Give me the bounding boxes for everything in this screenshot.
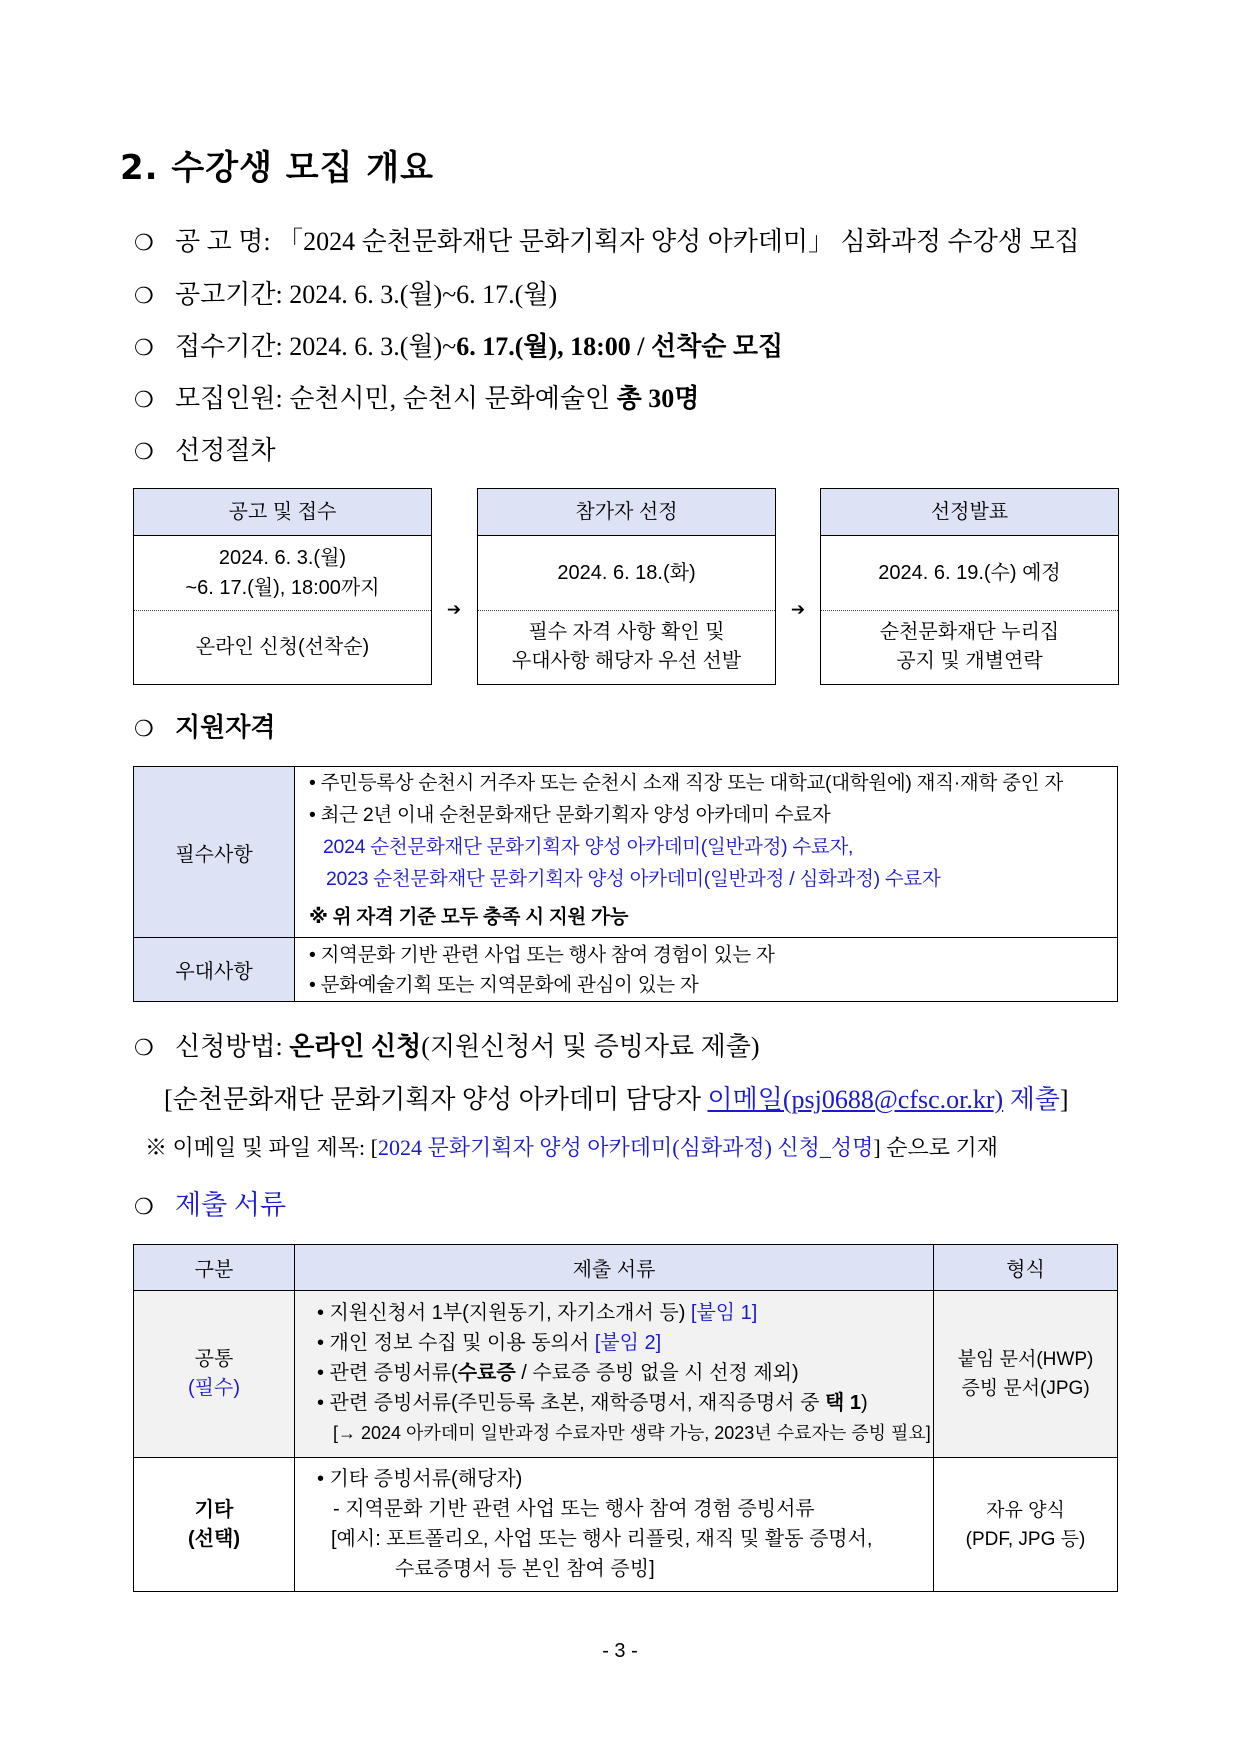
- document-item-text: • 개인 정보 수집 및 이용 동의서: [317, 1332, 590, 1354]
- selection-step-announcement: [133, 488, 432, 685]
- other-format-cell: [934, 1458, 1117, 1591]
- step-date: [478, 536, 775, 611]
- column-header-category: 구분: [134, 1245, 295, 1291]
- step-date-line: 2024. 6. 3.(월): [218, 547, 347, 569]
- common-format-cell: [934, 1291, 1117, 1458]
- circle-bullet-icon: ❍: [134, 231, 154, 256]
- application-method-line: [134, 1029, 760, 1067]
- recruits-text: [175, 381, 699, 417]
- category-label: 기타: [194, 1498, 234, 1521]
- qualifications-heading: 지원자격: [175, 713, 276, 742]
- step-header: 선정발표: [821, 489, 1118, 536]
- step-description-line: 필수 자격 사항 확인 및: [528, 621, 725, 643]
- format-line: 증빙 문서(JPG): [961, 1378, 1090, 1399]
- contact-prefix: [순천문화재단 문화기획자 양성 아카데미 담당자: [164, 1085, 701, 1114]
- required-item: • 최근 2년 이내 순천문화재단 문화기획자 양성 아카데미 수료자: [309, 804, 831, 826]
- documents-heading-line: [134, 1187, 286, 1226]
- documents-heading: 제출 서류: [175, 1190, 287, 1220]
- format-line: 붙임 문서(HWP): [957, 1349, 1094, 1370]
- application-period-text: [175, 329, 783, 365]
- selection-step-selection: [477, 488, 776, 685]
- document-note: [→ 2024 아카데미 일반과정 수료자만 생략 가능, 2023년 수료자는 증빙 필요]: [333, 1423, 931, 1443]
- notice-text: 공 고 명: 「2024 순천문화재단 문화기획자 양성 아카데미」 심화과정 수강생 모집: [175, 227, 1080, 256]
- required-highlight-line: 2023 순천문화재단 문화기획자 양성 아카데미(일반과정 / 심화과정) 수료자: [326, 868, 941, 890]
- step-date: [134, 536, 431, 611]
- document-item: [317, 1328, 933, 1358]
- notice-period-line: [134, 277, 557, 315]
- notice-period-text: 공고기간: 2024. 6. 3.(월)~6. 17.(월): [175, 280, 558, 309]
- common-category-cell: [134, 1291, 295, 1458]
- circle-bullet-icon: ❍: [134, 440, 154, 465]
- page-number: - 3 -: [602, 1640, 638, 1662]
- category-label: 공통: [194, 1348, 234, 1370]
- document-item: [317, 1388, 933, 1418]
- documents-table: [133, 1244, 1118, 1592]
- application-method-text: [175, 1029, 760, 1065]
- qualifications-heading-line: [134, 710, 275, 748]
- step-date: [821, 536, 1118, 611]
- circle-bullet-icon: ❍: [134, 336, 154, 361]
- step-header: 참가자 선정: [478, 489, 775, 536]
- subject-suffix: ] 순으로 기재: [873, 1135, 999, 1160]
- document-item-emphasis: 택 1: [825, 1392, 862, 1414]
- document-item: • 기타 증빙서류(해당자): [317, 1468, 523, 1490]
- contact-email-link[interactable]: 이메일(psj0688@cfsc.or.kr): [707, 1085, 1004, 1114]
- common-documents-cell: [295, 1291, 934, 1458]
- subject-prefix: ※ 이메일 및 파일 제목: [: [145, 1135, 378, 1160]
- arrow-right-icon: ➔: [446, 600, 462, 620]
- format-line: 자유 양식: [986, 1499, 1065, 1521]
- recruits-target: 모집인원: 순천시민, 순천시 문화예술인: [175, 384, 611, 413]
- document-item-text: • 관련 증빙서류(: [317, 1362, 458, 1384]
- contact-close: ]: [1059, 1085, 1069, 1114]
- document-item: [317, 1298, 933, 1328]
- selection-process-label: 선정절차: [175, 436, 276, 465]
- document-item-text: • 관련 증빙서류(주민등록 초본, 재학증명서, 재직증명서 중: [317, 1392, 820, 1414]
- required-highlight-line: 2024 순천문화재단 문화기획자 양성 아카데미(일반과정) 수료자,: [323, 836, 854, 858]
- contact-action: 제출: [1009, 1085, 1060, 1114]
- required-label: 필수사항: [134, 767, 295, 938]
- preferred-label: 우대사항: [134, 938, 295, 1001]
- application-contact-line: [164, 1082, 1069, 1118]
- document-item: [317, 1358, 933, 1388]
- application-method-emphasis: 온라인 신청: [289, 1032, 422, 1061]
- step-description: [821, 611, 1118, 683]
- document-item-text: • 지원신청서 1부(지원동기, 자기소개서 등): [317, 1302, 686, 1324]
- page-title: 2. 수강생 모집 개요: [120, 148, 434, 188]
- step-description-line: 공지 및 개별연락: [896, 650, 1043, 672]
- circle-bullet-icon: ❍: [134, 388, 154, 413]
- application-period-dates: 접수기간: 2024. 6. 3.(월)~: [175, 332, 457, 361]
- column-header-documents: 제출 서류: [295, 1245, 934, 1291]
- step-date-line: ~6. 17.(월), 18:00까지: [185, 577, 380, 599]
- subject-format: 2024 문화기획자 양성 아카데미(심화과정) 신청_성명: [377, 1135, 874, 1160]
- preferred-item: • 지역문화 기반 관련 사업 또는 행사 참여 경험이 있는 자: [309, 944, 775, 966]
- recruits-count: 총 30명: [616, 384, 700, 413]
- recruits-line: [134, 381, 699, 419]
- circle-bullet-icon: ❍: [134, 1036, 154, 1061]
- column-header-format: 형식: [934, 1245, 1117, 1291]
- arrow-right-icon: ➔: [790, 600, 806, 620]
- document-item: 수료증명서 등 본인 참여 증빙]: [395, 1558, 655, 1580]
- attachment-tag: [붙임 2]: [594, 1332, 662, 1354]
- circle-bullet-icon: ❍: [134, 717, 154, 742]
- step-description: [134, 611, 431, 683]
- email-subject-note: [145, 1134, 998, 1162]
- required-note: ※ 위 자격 기준 모두 충족 시 지원 가능: [309, 906, 629, 928]
- format-line: (PDF, JPG 등): [965, 1528, 1086, 1550]
- other-category-cell: [134, 1458, 295, 1591]
- attachment-tag: [붙임 1]: [690, 1302, 758, 1324]
- circle-bullet-icon: ❍: [134, 1195, 154, 1220]
- required-content: [295, 767, 1117, 938]
- step-date-line: 2024. 6. 19.(수) 예정: [878, 562, 1061, 584]
- notice-line: [134, 224, 1080, 262]
- application-method-label: 신청방법:: [175, 1032, 283, 1061]
- step-date-line: 2024. 6. 18.(화): [557, 562, 696, 584]
- preferred-content: [295, 938, 1117, 1001]
- step-description-line: 순천문화재단 누리집: [879, 621, 1060, 643]
- step-description-line: 온라인 신청(선착순): [195, 635, 370, 658]
- application-method-detail: (지원신청서 및 증빙자료 제출): [421, 1032, 760, 1061]
- document-item: [예시: 포트폴리오, 사업 또는 행사 리플릿, 재직 및 활동 증명서,: [331, 1528, 873, 1550]
- category-note: (필수): [188, 1377, 240, 1399]
- step-description: [478, 611, 775, 683]
- document-item-after: / 수료증 증빙 없을 시 선정 제외): [521, 1362, 799, 1384]
- application-period-line: [134, 329, 783, 367]
- circle-bullet-icon: ❍: [134, 284, 154, 309]
- document-item-emphasis: 수료증: [457, 1362, 516, 1384]
- step-description-line: 우대사항 해당자 우선 선발: [511, 650, 742, 672]
- qualifications-table: [133, 766, 1118, 1002]
- application-deadline: 6. 17.(월), 18:00 / 선착순 모집: [456, 332, 784, 361]
- required-item: • 주민등록상 순천시 거주자 또는 순천시 소재 직장 또는 대학교(대학원에) 재직·재학 중인 자: [309, 772, 1063, 794]
- other-documents-cell: [295, 1458, 934, 1591]
- category-note: (선택): [188, 1527, 240, 1550]
- document-item: - 지역문화 기반 관련 사업 또는 행사 참여 경험 증빙서류: [333, 1498, 815, 1520]
- preferred-item: • 문화예술기획 또는 지역문화에 관심이 있는 자: [309, 974, 699, 996]
- document-item-after: ): [861, 1392, 868, 1414]
- selection-process-line: [134, 433, 275, 471]
- selection-step-announcement-result: [820, 488, 1119, 685]
- step-header: 공고 및 접수: [134, 489, 431, 536]
